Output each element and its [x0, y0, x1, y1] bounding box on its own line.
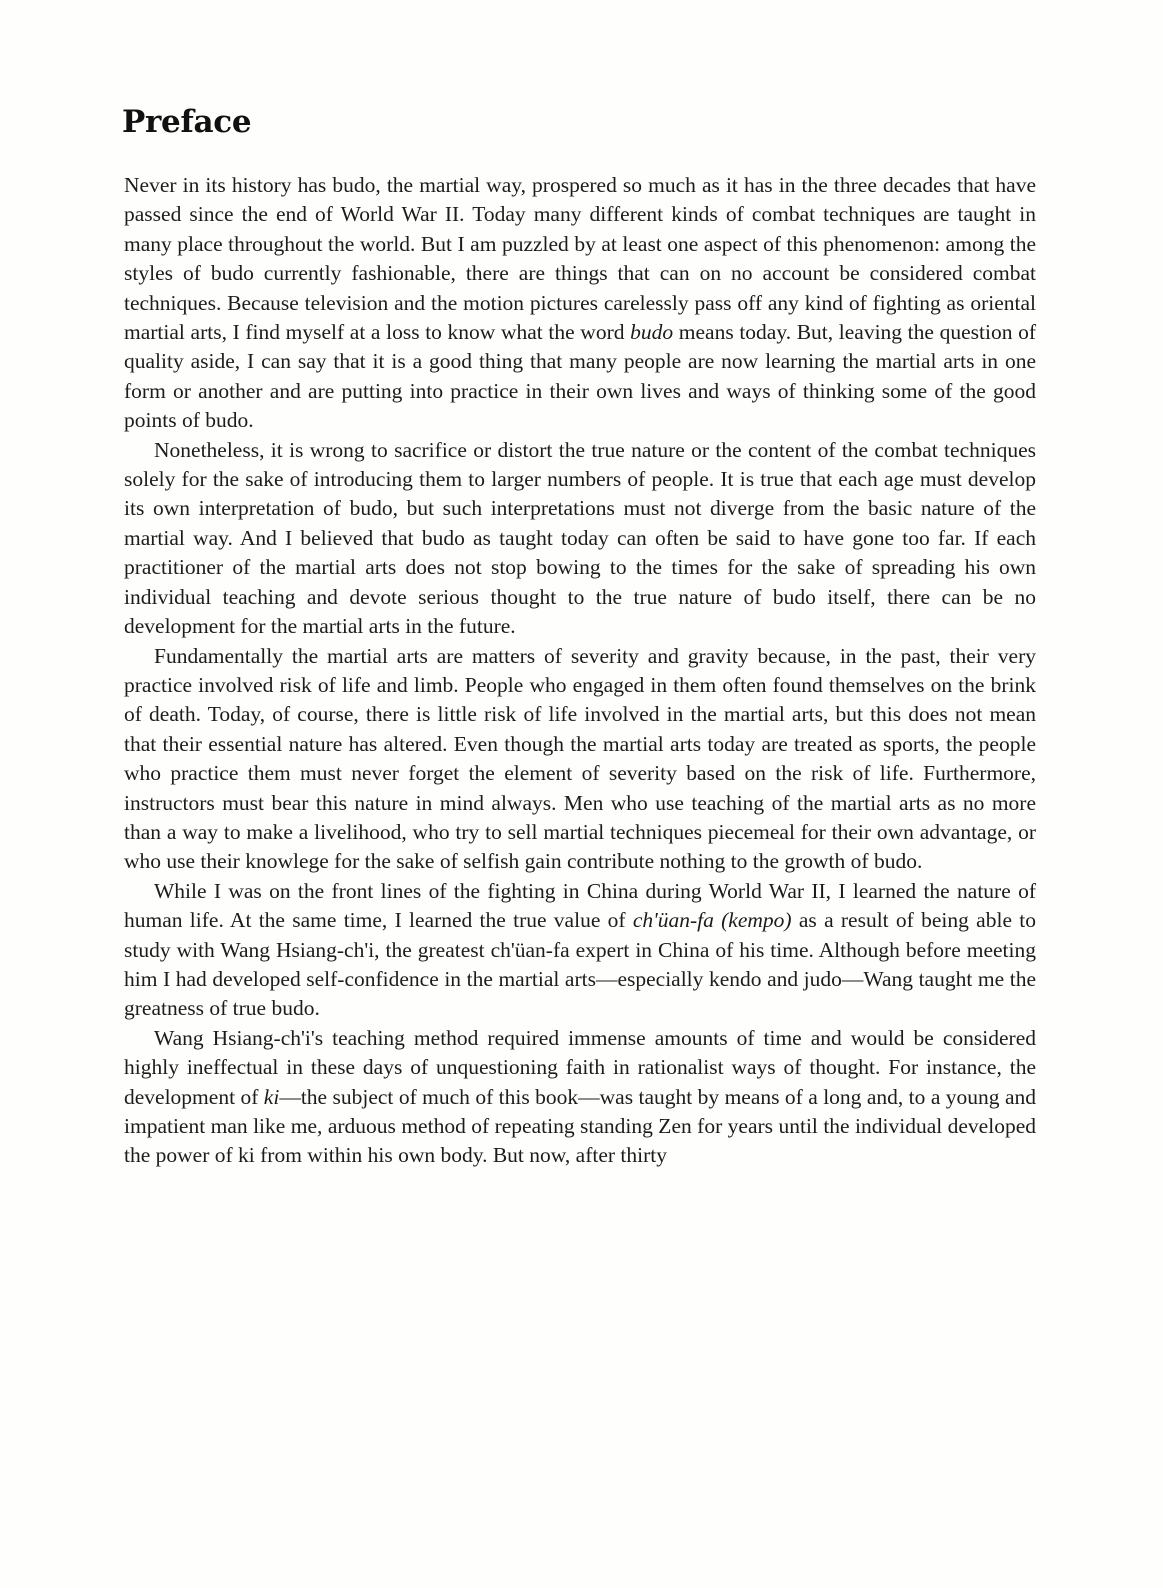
- text-run: Fundamentally the martial arts are matters of severity and gravity because, in the past, their very practice involved risk of life and limb. People who engaged in them often found themselves on the brink of death. Today, of course, there is little risk of life involved in the martial arts, but this does not mean that their essential nature has altered. Even though the martial arts today are treated as sports, the people who practice them must never forget the element of severity based on the risk of life. Furthermore, instructors must bear this nature in mind always. Men who use teaching of the martial arts as no more than a way to make a livelihood, who try to sell martial techniques piecemeal for their own advantage, or who use their knowlege for the sake of selfish gain contribute nothing to the growth of budo.: [124, 643, 1036, 874]
- text-run: as a result of being able to study with Wang Hsiang-ch'i, the greatest ch'üan-fa expert in China of his time. Although before meeting him I had developed self-confidence in the martial arts—especially kendo and judo—Wang taught me the greatness of true budo.: [124, 908, 1036, 1021]
- paragraph-4: [124, 877, 1036, 1024]
- italic-term: budo: [630, 320, 674, 345]
- text-run: means today. But, leaving the question of quality aside, I can say that it is a good thing that many people are now learning the martial arts in one form or another and are putting into practice in their own lives and ways of thinking some of the good points of budo.: [124, 320, 1036, 433]
- italic-term: ch'üan-fa (kempo): [632, 908, 792, 933]
- italic-term: ki: [263, 1084, 280, 1109]
- preface-body: [124, 171, 1036, 1171]
- text-run: —the subject of much of this book—was taught by means of a long and, to a young and impatient man like me, arduous method of repeating standing Zen for years until the individual developed the power of ki from within his own body. But now, after thirty: [124, 1084, 1036, 1168]
- paragraph-5: [124, 1024, 1036, 1171]
- text-run: Never in its history has budo, the martial way, prospered so much as it has in the three decades that have passed since the end of World War II. Today many different kinds of combat techniques are taught in many place throughout the world. But I am puzzled by at least one aspect of this phenomenon: among the styles of budo currently fashionable, there are things that can on no account be considered combat techniques. Because television and the motion pictures carelessly pass off any kind of fighting as oriental martial arts, I find myself at a loss to know what the word: [124, 173, 1036, 345]
- text-run: Nonetheless, it is wrong to sacrifice or distort the true nature or the content of the combat techniques solely for the sake of introducing them to larger numbers of people. It is true that each age must develop its own interpretation of budo, but such interpretations must not diverge from the basic nature of the martial way. And I believed that budo as taught today can often be said to have gone too far. If each practitioner of the martial arts does not stop bowing to the times for the sake of spreading his own individual teaching and devote serious thought to the true nature of budo itself, there can be no development for the martial arts in the future.: [124, 437, 1036, 639]
- paragraph-3: [124, 642, 1036, 877]
- paragraph-1: [124, 171, 1036, 436]
- text-run: Wang Hsiang-ch'i's teaching method required immense amounts of time and would be considered highly ineffectual in these days of unquestioning faith in rationalist ways of thought. For instance, the development of: [124, 1025, 1036, 1109]
- paragraph-2: [124, 436, 1036, 642]
- text-run: While I was on the front lines of the fighting in China during World War II, I learned the nature of human life. At the same time, I learned the true value of: [124, 878, 1036, 933]
- page-title: Preface: [122, 104, 252, 140]
